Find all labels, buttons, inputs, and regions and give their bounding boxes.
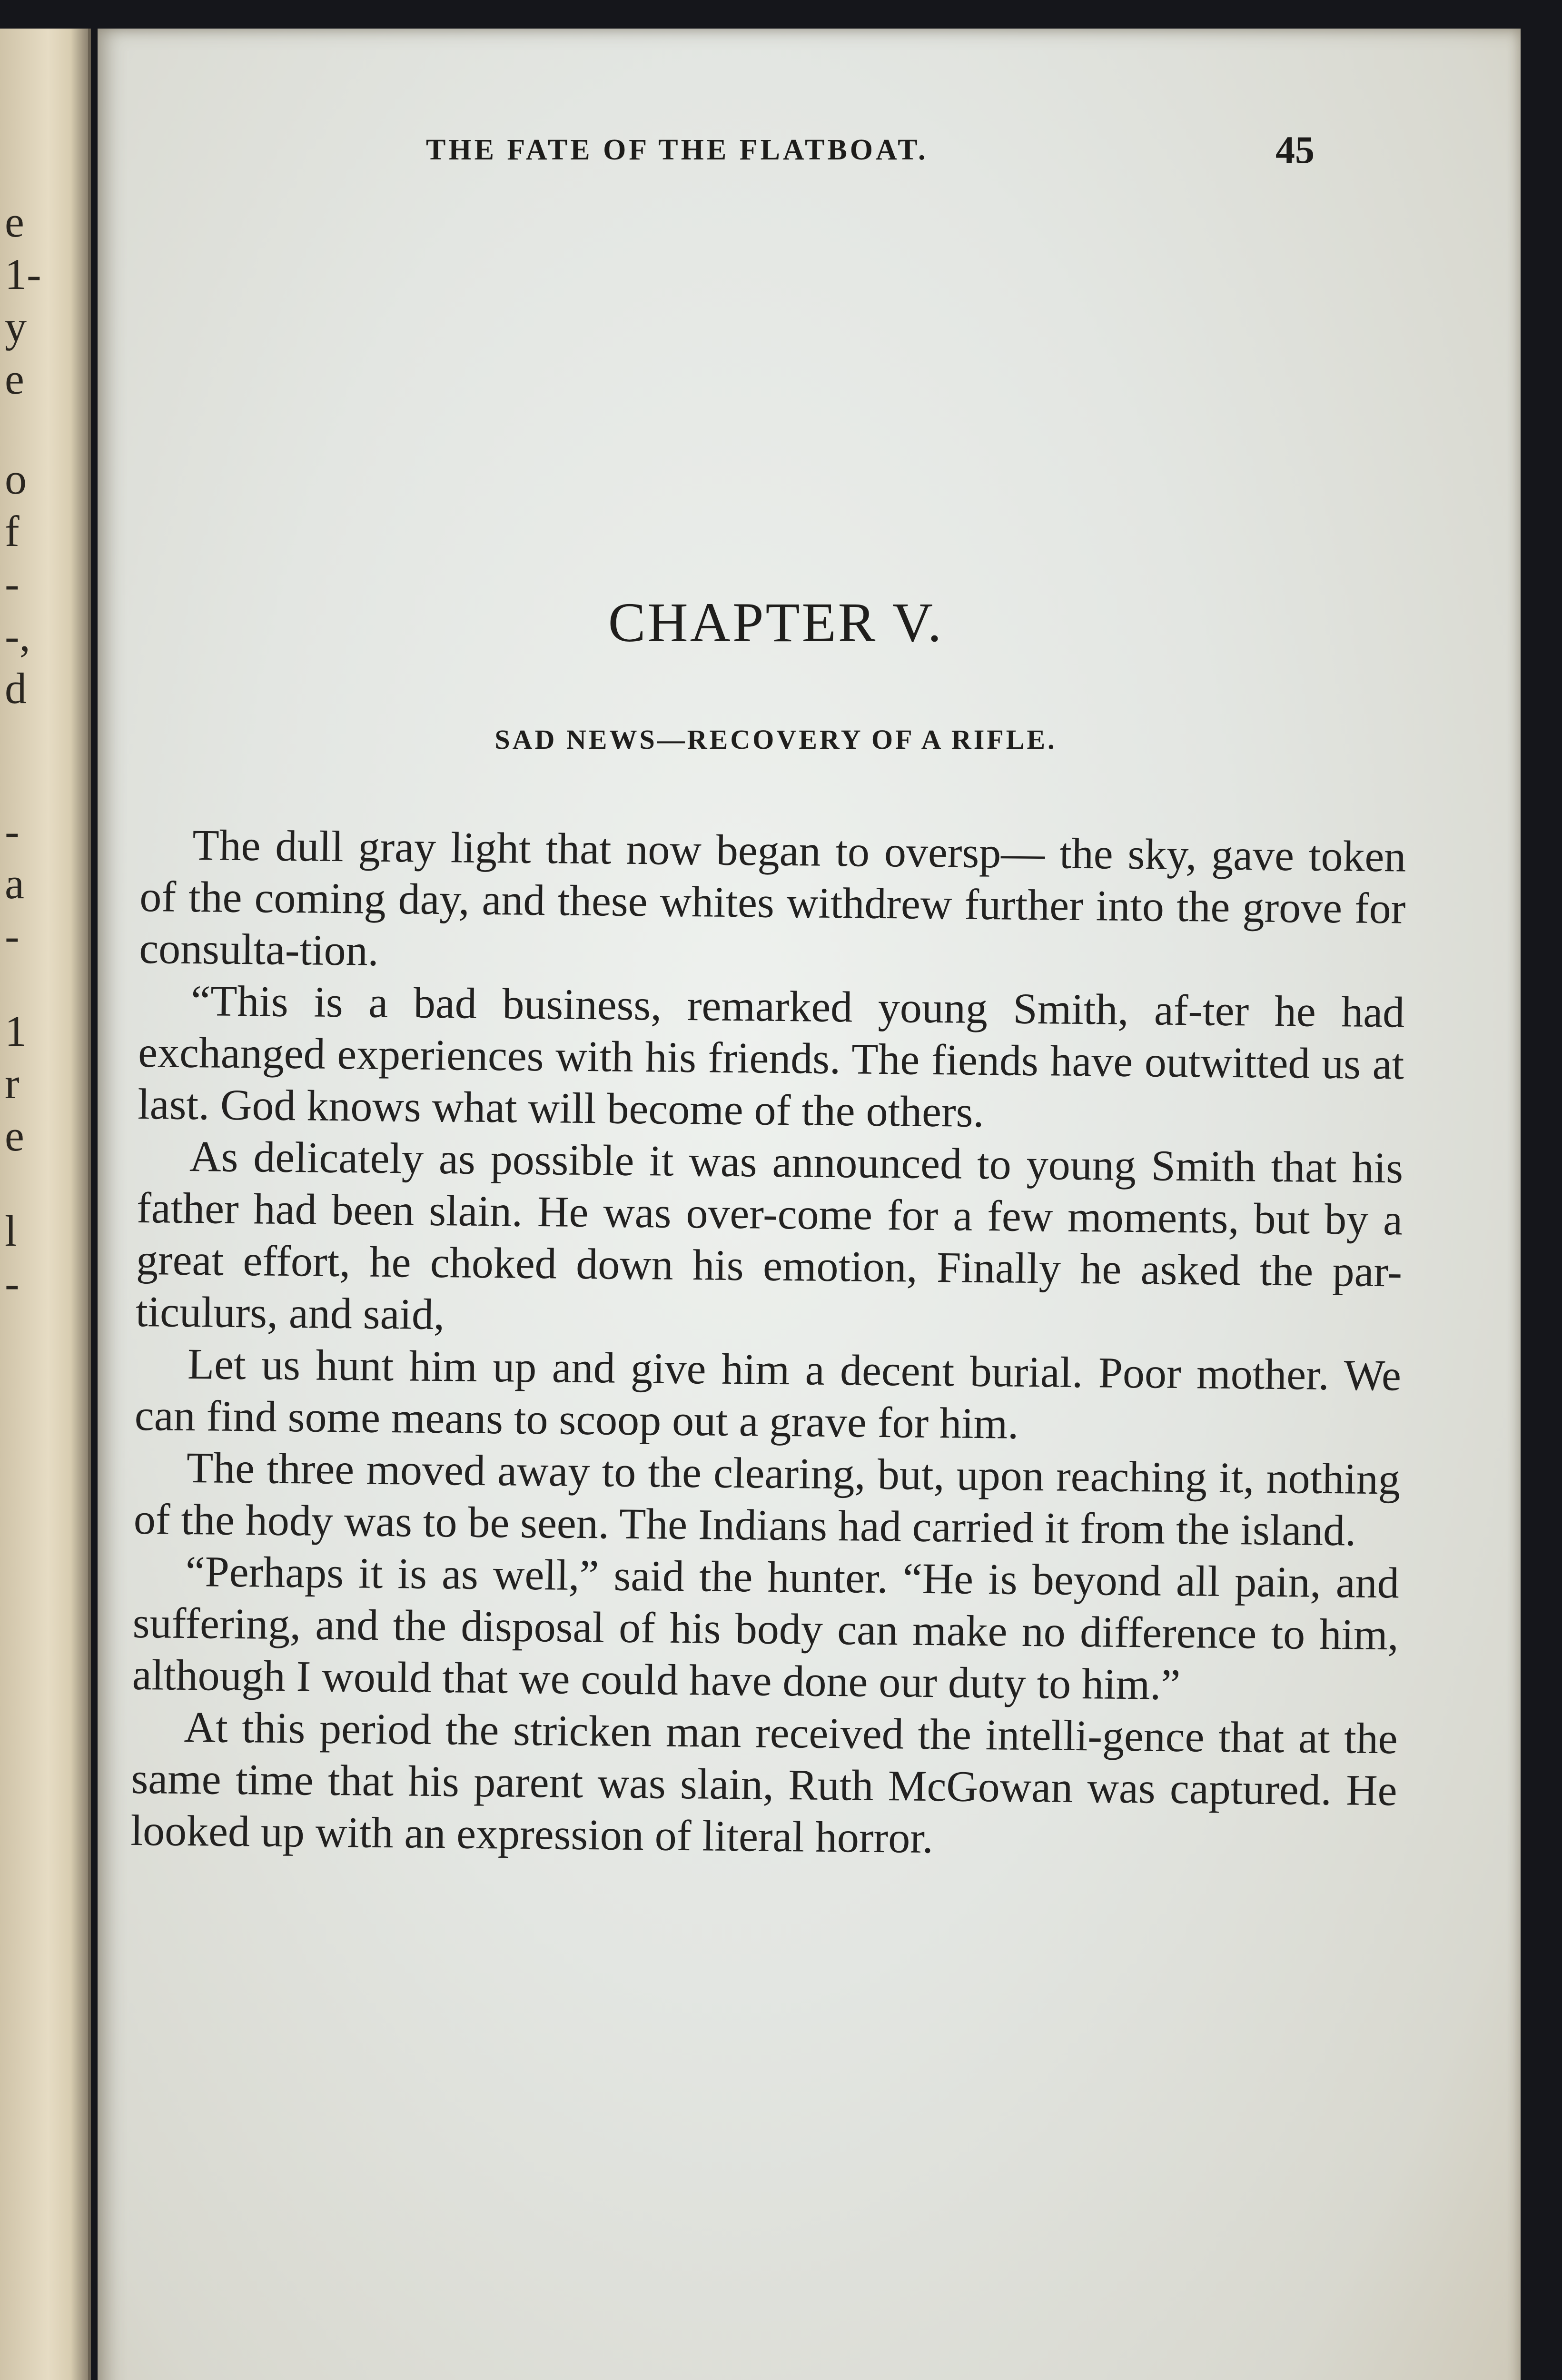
chapter-title: CHAPTER V.	[608, 591, 944, 654]
chapter-subtitle: SAD NEWS—RECOVERY OF A RIFLE.	[494, 724, 1057, 755]
left-page-fragment: 1-	[5, 250, 41, 298]
left-page-fragment: e	[5, 198, 24, 246]
paragraph: The dull gray light that now began to oversp— the sky, gave token of the coming day, and these whites withdrew further into the grove for consulta-tion.	[138, 821, 1406, 975]
left-page-fragment: l	[5, 1207, 17, 1255]
left-page-fragment: -	[5, 559, 20, 608]
left-page-fragment: r	[5, 1059, 20, 1108]
left-page-fragment: 1	[5, 1007, 27, 1055]
paragraph: Let us hunt him up and give him a decent burial. Poor mother. We can find some means to scoop out a grave for him.	[134, 1339, 1402, 1448]
left-page-fragment: f	[5, 507, 20, 555]
paragraph: As delicately as possible it was announced to young Smith that his father had been slain. He was over-come for a few moments, but by a great effort, he choked down his emotion, Finally he asked the par-ticulurs, and said,	[135, 1132, 1404, 1339]
paragraph: At this period the stricken man received the intelli-gence that at the same time that his parent was slain, Ruth McGowan was captured. He looked up with an expression of literal horror.	[130, 1702, 1398, 1863]
paragraph: “This is a bad business, remarked young Smith, af-ter he had exchanged experiences with his friends. The fiends have outwitted us at last. God knows what will become of the others.	[137, 976, 1405, 1137]
left-page-fragment: a	[5, 859, 24, 908]
body-text	[130, 819, 1406, 1868]
paragraph: “Perhaps it is as well,” said the hunter. “He is beyond all pain, and suffering, and the disposal of his body can make no difference to him, although I would that we could have done our duty to him.”	[132, 1547, 1400, 1709]
left-page-fragment: d	[5, 664, 27, 713]
left-page-fragment: -	[5, 807, 20, 855]
left-page-fragment: y	[5, 302, 27, 351]
running-head	[98, 128, 1521, 181]
paragraph: The three moved away to the clearing, but, upon reaching it, nothing of the hody was to be seen. The Indians had carried it from the island.	[133, 1443, 1401, 1555]
left-page-fragment: -,	[5, 612, 30, 660]
page-number: 45	[1275, 128, 1315, 171]
left-page-fragment: -	[5, 1259, 20, 1308]
left-page-fragment: -	[5, 912, 20, 960]
book-page	[98, 29, 1521, 2380]
left-page-fragment: e	[5, 1111, 24, 1160]
running-head-title: THE FATE OF THE FLATBOAT.	[426, 134, 929, 166]
left-page-edge	[0, 29, 91, 2380]
left-page-fragment: o	[5, 455, 27, 503]
left-page-fragment: e	[5, 355, 24, 403]
